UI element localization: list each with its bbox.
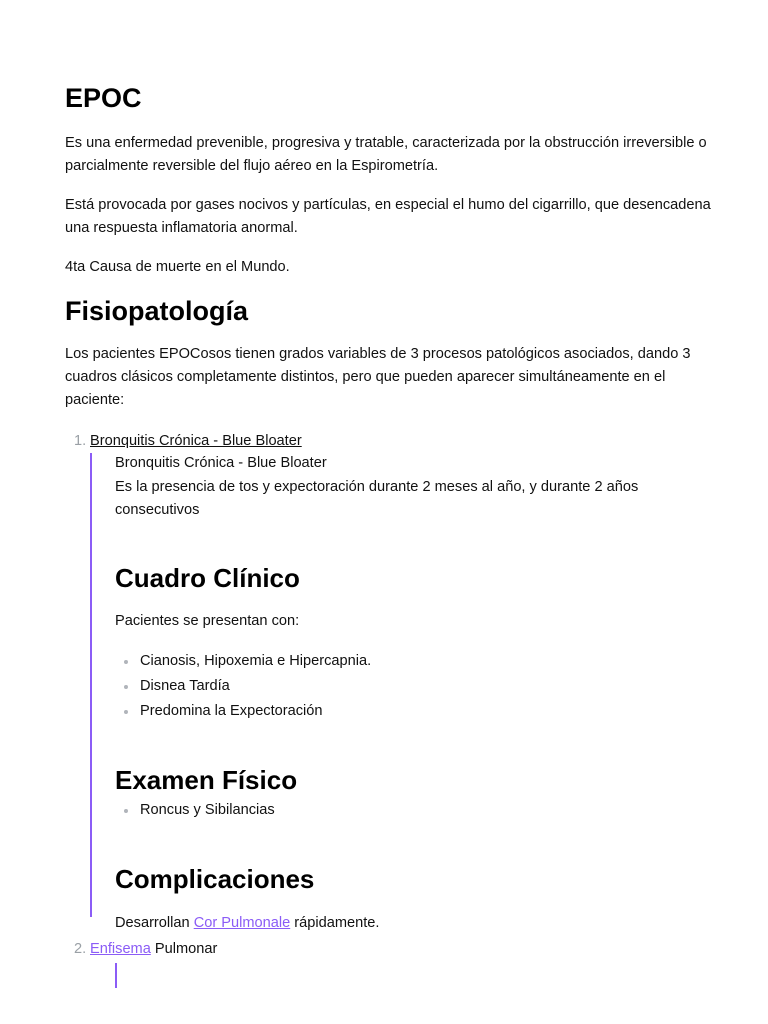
heading-complicaciones: Complicaciones	[115, 864, 315, 894]
enfisema-link[interactable]: Enfisema	[90, 941, 151, 957]
examen-bullet-list	[115, 798, 275, 823]
list-item	[115, 674, 371, 699]
bullet-icon	[124, 809, 128, 813]
enfisema-item	[90, 939, 217, 959]
heading-cuadro-clinico: Cuadro Clínico	[115, 563, 300, 593]
fisio-intro: Los pacientes EPOCosos tienen grados variables de 3 procesos patológicos asociados, dando 3 cuadros clásicos completamente distintos, pero que pueden aparecer simultáneamente en el paciente:	[65, 346, 691, 408]
complicaciones-prefix: Desarrollan	[115, 915, 194, 931]
epoc-mortality: 4ta Causa de muerte en el Mundo.	[65, 259, 290, 275]
list-item-text: Disnea Tardía	[140, 678, 230, 694]
list-number-1: 1.	[74, 433, 87, 449]
list-item	[115, 798, 275, 823]
list-item	[115, 699, 371, 724]
cuadro-bullet-list	[115, 649, 371, 724]
bullet-icon	[124, 660, 128, 664]
complicaciones-text	[115, 912, 725, 935]
enfisema-suffix: Pulmonar	[150, 941, 218, 957]
epoc-cause: Está provocada por gases nocivos y partículas, en especial el humo del cigarrillo, que desencadena una respuesta inflamatoria anormal.	[65, 197, 711, 236]
embed-border	[90, 453, 92, 917]
epoc-definition: Es una enfermedad prevenible, progresiva y tratable, caracterizada por la obstrucción irreversible o parcialmente reversible del flujo aéreo en la Espirometría.	[65, 135, 707, 174]
list-item-text: Roncus y Sibilancias	[140, 802, 275, 818]
list-number-2: 2.	[74, 941, 87, 957]
heading-epoc: EPOC	[65, 83, 142, 113]
list-item-text: Predomina la Expectoración	[140, 703, 323, 719]
heading-examen-fisico: Examen Físico	[115, 765, 298, 795]
cuadro-intro: Pacientes se presentan con:	[115, 613, 300, 629]
bullet-icon	[124, 710, 128, 714]
bullet-icon	[124, 685, 128, 689]
bronquitis-link[interactable]: Bronquitis Crónica - Blue Bloater	[90, 433, 302, 449]
list-item	[115, 649, 371, 674]
cor-pulmonale-link[interactable]: Cor Pulmonale	[193, 915, 291, 931]
list-item-text: Cianosis, Hipoxemia e Hipercapnia.	[140, 653, 372, 669]
complicaciones-suffix: rápidamente.	[290, 915, 380, 931]
embed-description: Es la presencia de tos y expectoración durante 2 meses al año, y durante 2 años consecutivos	[115, 479, 639, 518]
heading-fisiopatologia: Fisiopatología	[65, 296, 249, 326]
embed-title: Bronquitis Crónica - Blue Bloater	[115, 455, 327, 471]
embed-border-2	[115, 963, 117, 988]
